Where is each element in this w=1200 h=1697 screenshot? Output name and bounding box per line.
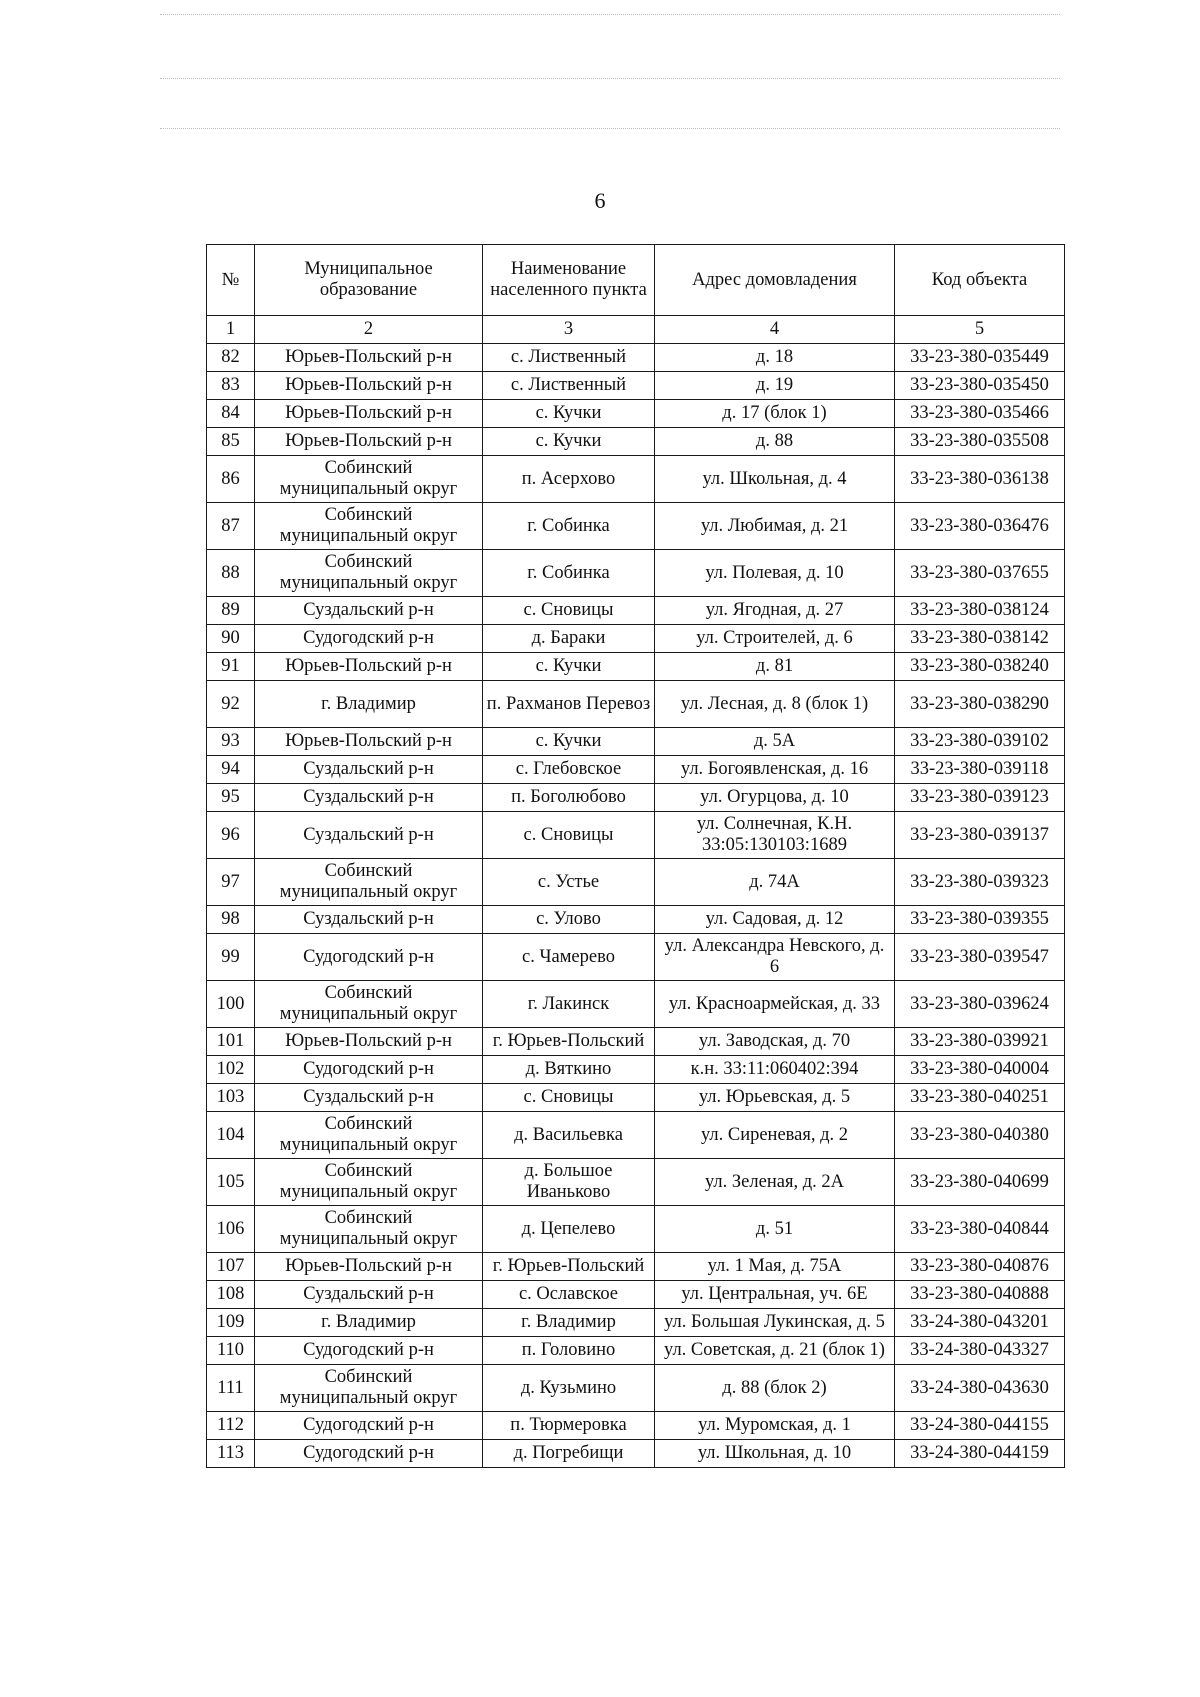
cell-address: д. 88 (блок 2) [655, 1365, 895, 1412]
cell-address: д. 18 [655, 344, 895, 372]
cell-object-code: 33-24-380-043327 [895, 1337, 1065, 1365]
table-row [207, 1309, 1065, 1337]
cell-address: ул. Юрьевская, д. 5 [655, 1084, 895, 1112]
table-row [207, 625, 1065, 653]
cell-address: ул. Зеленая, д. 2А [655, 1159, 895, 1206]
table-row [207, 1365, 1065, 1412]
cell-number: 105 [207, 1159, 255, 1206]
cell-municipality: г. Владимир [255, 1309, 483, 1337]
cell-address: д. 17 (блок 1) [655, 400, 895, 428]
column-number-row [207, 316, 1065, 344]
table-row [207, 597, 1065, 625]
cell-object-code: 33-23-380-039137 [895, 812, 1065, 859]
cell-number: 92 [207, 681, 255, 728]
cell-object-code: 33-23-380-039102 [895, 728, 1065, 756]
cell-object-code: 33-23-380-039123 [895, 784, 1065, 812]
cell-number: 91 [207, 653, 255, 681]
cell-settlement: с. Ославское [483, 1281, 655, 1309]
cell-object-code: 33-23-380-035466 [895, 400, 1065, 428]
table-row [207, 1056, 1065, 1084]
table-row [207, 428, 1065, 456]
cell-address: ул. Заводская, д. 70 [655, 1028, 895, 1056]
cell-address: ул. Любимая, д. 21 [655, 503, 895, 550]
cell-number: 102 [207, 1056, 255, 1084]
cell-number: 99 [207, 934, 255, 981]
scan-artifact-line [160, 78, 1060, 79]
cell-address: ул. Школьная, д. 4 [655, 456, 895, 503]
cell-settlement: д. Кузьмино [483, 1365, 655, 1412]
column-number: 2 [255, 316, 483, 344]
cell-number: 98 [207, 906, 255, 934]
cell-object-code: 33-23-380-036138 [895, 456, 1065, 503]
table-header-row [207, 245, 1065, 316]
cell-object-code: 33-23-380-038124 [895, 597, 1065, 625]
table-row [207, 1281, 1065, 1309]
cell-address: д. 19 [655, 372, 895, 400]
column-header-number: № [207, 245, 255, 316]
cell-number: 85 [207, 428, 255, 456]
cell-settlement: п. Асерхово [483, 456, 655, 503]
cell-settlement: п. Рахманов Перевоз [483, 681, 655, 728]
cell-settlement: г. Владимир [483, 1309, 655, 1337]
cell-settlement: с. Улово [483, 906, 655, 934]
cell-municipality: Юрьев-Польский р-н [255, 1028, 483, 1056]
table-row [207, 1112, 1065, 1159]
table-row [207, 344, 1065, 372]
cell-municipality: Суздальский р-н [255, 597, 483, 625]
cell-address: ул. Строителей, д. 6 [655, 625, 895, 653]
table-row [207, 1206, 1065, 1253]
cell-municipality: Собинский муниципальный округ [255, 981, 483, 1028]
cell-address: ул. Полевая, д. 10 [655, 550, 895, 597]
table-row [207, 503, 1065, 550]
cell-object-code: 33-23-380-040251 [895, 1084, 1065, 1112]
cell-object-code: 33-23-380-040004 [895, 1056, 1065, 1084]
page-number: 6 [594, 188, 606, 213]
cell-object-code: 33-23-380-036476 [895, 503, 1065, 550]
cell-settlement: с. Устье [483, 859, 655, 906]
table-row [207, 1028, 1065, 1056]
cell-address: ул. Сиреневая, д. 2 [655, 1112, 895, 1159]
cell-settlement: д. Погребищи [483, 1440, 655, 1468]
cell-number: 109 [207, 1309, 255, 1337]
cell-municipality: Суздальский р-н [255, 906, 483, 934]
table-body [207, 344, 1065, 1468]
cell-object-code: 33-23-380-040876 [895, 1253, 1065, 1281]
cell-object-code: 33-23-380-038142 [895, 625, 1065, 653]
cell-object-code: 33-24-380-043630 [895, 1365, 1065, 1412]
cell-number: 104 [207, 1112, 255, 1159]
cell-municipality: Суздальский р-н [255, 1084, 483, 1112]
cell-address: ул. Богоявленская, д. 16 [655, 756, 895, 784]
cell-municipality: Судогодский р-н [255, 1440, 483, 1468]
cell-settlement: с. Сновицы [483, 812, 655, 859]
cell-municipality: Суздальский р-н [255, 784, 483, 812]
cell-municipality: Судогодский р-н [255, 1056, 483, 1084]
cell-municipality: Собинский муниципальный округ [255, 1206, 483, 1253]
column-header-object-code: Код объекта [895, 245, 1065, 316]
cell-object-code: 33-23-380-039355 [895, 906, 1065, 934]
cell-number: 103 [207, 1084, 255, 1112]
cell-address: ул. Муромская, д. 1 [655, 1412, 895, 1440]
cell-object-code: 33-23-380-039547 [895, 934, 1065, 981]
cell-number: 86 [207, 456, 255, 503]
cell-number: 87 [207, 503, 255, 550]
cell-object-code: 33-23-380-035450 [895, 372, 1065, 400]
cell-object-code: 33-23-380-040699 [895, 1159, 1065, 1206]
column-header-settlement: Наименование населенного пункта [483, 245, 655, 316]
cell-municipality: Собинский муниципальный округ [255, 1365, 483, 1412]
cell-settlement: д. Вяткино [483, 1056, 655, 1084]
cell-municipality: Юрьев-Польский р-н [255, 372, 483, 400]
cell-settlement: с. Кучки [483, 728, 655, 756]
cell-object-code: 33-23-380-040888 [895, 1281, 1065, 1309]
cell-settlement: с. Сновицы [483, 597, 655, 625]
cell-address: ул. Александра Невского, д. 6 [655, 934, 895, 981]
cell-settlement: с. Чамерево [483, 934, 655, 981]
cell-municipality: Собинский муниципальный округ [255, 1159, 483, 1206]
cell-number: 112 [207, 1412, 255, 1440]
cell-address: ул. Советская, д. 21 (блок 1) [655, 1337, 895, 1365]
cell-settlement: д. Бараки [483, 625, 655, 653]
table-row [207, 1159, 1065, 1206]
cell-municipality: Юрьев-Польский р-н [255, 400, 483, 428]
cell-address: ул. 1 Мая, д. 75А [655, 1253, 895, 1281]
cell-address: ул. Садовая, д. 12 [655, 906, 895, 934]
column-header-address: Адрес домовладения [655, 245, 895, 316]
cell-number: 89 [207, 597, 255, 625]
table-row [207, 400, 1065, 428]
cell-settlement: д. Васильевка [483, 1112, 655, 1159]
cell-municipality: Судогодский р-н [255, 1412, 483, 1440]
cell-municipality: Юрьев-Польский р-н [255, 728, 483, 756]
cell-object-code: 33-23-380-035508 [895, 428, 1065, 456]
column-header-municipality: Муниципальное образование [255, 245, 483, 316]
cell-municipality: Юрьев-Польский р-н [255, 1253, 483, 1281]
cell-object-code: 33-23-380-037655 [895, 550, 1065, 597]
table-row [207, 1440, 1065, 1468]
cell-address: д. 51 [655, 1206, 895, 1253]
cell-address: д. 88 [655, 428, 895, 456]
cell-number: 90 [207, 625, 255, 653]
cell-number: 100 [207, 981, 255, 1028]
scan-artifact-line [160, 128, 1060, 129]
cell-object-code: 33-23-380-038240 [895, 653, 1065, 681]
cell-settlement: с. Сновицы [483, 1084, 655, 1112]
cell-object-code: 33-23-380-039323 [895, 859, 1065, 906]
cell-municipality: Юрьев-Польский р-н [255, 428, 483, 456]
cell-municipality: Судогодский р-н [255, 1337, 483, 1365]
cell-number: 83 [207, 372, 255, 400]
cell-settlement: с. Кучки [483, 428, 655, 456]
cell-settlement: д. Цепелево [483, 1206, 655, 1253]
cell-municipality: Собинский муниципальный округ [255, 550, 483, 597]
cell-object-code: 33-24-380-043201 [895, 1309, 1065, 1337]
cell-municipality: Суздальский р-н [255, 756, 483, 784]
table-row [207, 372, 1065, 400]
scan-artifact-line [160, 14, 1060, 15]
table-row [207, 812, 1065, 859]
cell-address: ул. Большая Лукинская, д. 5 [655, 1309, 895, 1337]
column-number: 4 [655, 316, 895, 344]
column-number: 1 [207, 316, 255, 344]
cell-address: к.н. 33:11:060402:394 [655, 1056, 895, 1084]
cell-municipality: Собинский муниципальный округ [255, 456, 483, 503]
cell-number: 94 [207, 756, 255, 784]
cell-address: ул. Солнечная, К.Н. 33:05:130103:1689 [655, 812, 895, 859]
table-row [207, 1084, 1065, 1112]
table-row [207, 456, 1065, 503]
cell-number: 111 [207, 1365, 255, 1412]
cell-address: ул. Центральная, уч. 6Е [655, 1281, 895, 1309]
table-row [207, 934, 1065, 981]
table-row [207, 1337, 1065, 1365]
cell-municipality: Суздальский р-н [255, 1281, 483, 1309]
cell-object-code: 33-23-380-035449 [895, 344, 1065, 372]
cell-address: ул. Школьная, д. 10 [655, 1440, 895, 1468]
cell-number: 96 [207, 812, 255, 859]
cell-object-code: 33-23-380-039118 [895, 756, 1065, 784]
column-number: 3 [483, 316, 655, 344]
cell-settlement: с. Лиственный [483, 372, 655, 400]
cell-settlement: г. Юрьев-Польский [483, 1028, 655, 1056]
cell-number: 110 [207, 1337, 255, 1365]
table-row [207, 784, 1065, 812]
table-row [207, 728, 1065, 756]
cell-object-code: 33-23-380-040380 [895, 1112, 1065, 1159]
cell-number: 107 [207, 1253, 255, 1281]
table-row [207, 1412, 1065, 1440]
cell-object-code: 33-24-380-044155 [895, 1412, 1065, 1440]
table-row [207, 859, 1065, 906]
cell-settlement: с. Кучки [483, 400, 655, 428]
cell-object-code: 33-23-380-038290 [895, 681, 1065, 728]
cell-settlement: п. Боголюбово [483, 784, 655, 812]
cell-municipality: Судогодский р-н [255, 934, 483, 981]
cell-settlement: г. Собинка [483, 503, 655, 550]
cell-settlement: п. Головино [483, 1337, 655, 1365]
table-row [207, 756, 1065, 784]
cell-object-code: 33-23-380-039921 [895, 1028, 1065, 1056]
cell-settlement: г. Собинка [483, 550, 655, 597]
register-table [206, 244, 1065, 1468]
cell-settlement: г. Лакинск [483, 981, 655, 1028]
cell-number: 95 [207, 784, 255, 812]
cell-number: 88 [207, 550, 255, 597]
table-row [207, 550, 1065, 597]
cell-address: д. 5А [655, 728, 895, 756]
cell-number: 106 [207, 1206, 255, 1253]
cell-address: ул. Лесная, д. 8 (блок 1) [655, 681, 895, 728]
cell-number: 97 [207, 859, 255, 906]
cell-municipality: Суздальский р-н [255, 812, 483, 859]
table-row [207, 681, 1065, 728]
cell-address: ул. Огурцова, д. 10 [655, 784, 895, 812]
cell-number: 113 [207, 1440, 255, 1468]
table-row [207, 1253, 1065, 1281]
table-row [207, 981, 1065, 1028]
cell-number: 82 [207, 344, 255, 372]
table-row [207, 653, 1065, 681]
cell-settlement: с. Глебовское [483, 756, 655, 784]
cell-object-code: 33-23-380-040844 [895, 1206, 1065, 1253]
cell-address: ул. Красноармейская, д. 33 [655, 981, 895, 1028]
cell-municipality: Судогодский р-н [255, 625, 483, 653]
cell-municipality: г. Владимир [255, 681, 483, 728]
cell-municipality: Юрьев-Польский р-н [255, 344, 483, 372]
cell-object-code: 33-24-380-044159 [895, 1440, 1065, 1468]
cell-municipality: Юрьев-Польский р-н [255, 653, 483, 681]
cell-address: д. 74А [655, 859, 895, 906]
cell-address: ул. Ягодная, д. 27 [655, 597, 895, 625]
cell-address: д. 81 [655, 653, 895, 681]
cell-object-code: 33-23-380-039624 [895, 981, 1065, 1028]
cell-number: 101 [207, 1028, 255, 1056]
cell-municipality: Собинский муниципальный округ [255, 503, 483, 550]
cell-settlement: с. Лиственный [483, 344, 655, 372]
column-number: 5 [895, 316, 1065, 344]
cell-number: 108 [207, 1281, 255, 1309]
cell-municipality: Собинский муниципальный округ [255, 1112, 483, 1159]
cell-settlement: с. Кучки [483, 653, 655, 681]
cell-municipality: Собинский муниципальный округ [255, 859, 483, 906]
cell-number: 93 [207, 728, 255, 756]
cell-settlement: г. Юрьев-Польский [483, 1253, 655, 1281]
cell-settlement: п. Тюрмеровка [483, 1412, 655, 1440]
cell-settlement: д. Большое Иваньково [483, 1159, 655, 1206]
table-row [207, 906, 1065, 934]
cell-number: 84 [207, 400, 255, 428]
